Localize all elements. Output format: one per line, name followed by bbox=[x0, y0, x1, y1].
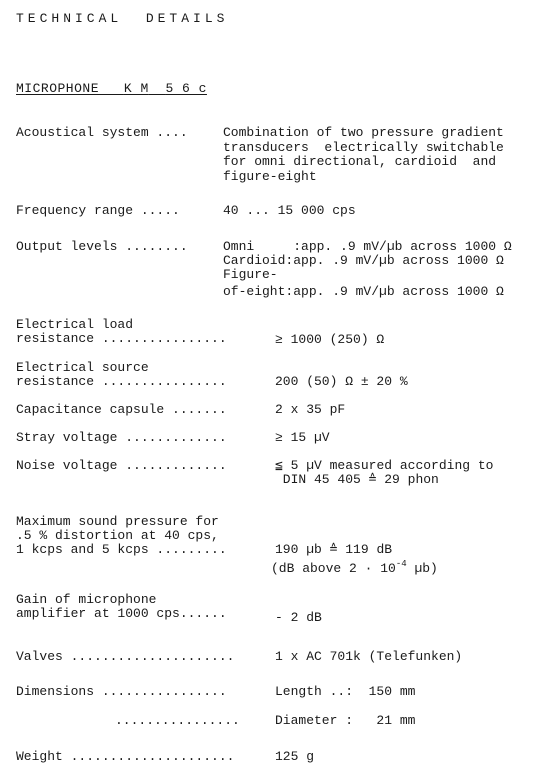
section-heading bbox=[16, 82, 207, 96]
stray-value: ≥ 15 µV bbox=[275, 430, 330, 445]
maxsound-value-1: 190 µb ≙ 119 dB bbox=[275, 542, 393, 557]
acoustical-value: Combination of two pressure gradient transducers electrically switchable for omni directional, cardioid and figure-eight bbox=[223, 125, 504, 184]
noise-value: ≦ 5 µV measured according to DIN 45 405 ≙ 29 phon bbox=[275, 458, 494, 487]
weight-value: 125 g bbox=[275, 749, 315, 764]
frequency-value: 40 ... 15 000 cps bbox=[223, 203, 356, 218]
output-line-3: Figure- bbox=[223, 267, 278, 282]
stray-label: Stray voltage ............. bbox=[16, 430, 227, 445]
dimensions-label: Dimensions ................ bbox=[16, 684, 227, 699]
output-line-1: Omni :app. .9 mV/µb across 1000 Ω bbox=[223, 239, 512, 254]
maxsound-label: Maximum sound pressure for .5 % distortion at 40 cps, 1 kcps and 5 kcps ......... bbox=[16, 514, 227, 557]
source-value: 200 (50) Ω ± 20 % bbox=[275, 374, 408, 389]
output-line-2: Cardioid:app. .9 mV/µb across 1000 Ω bbox=[223, 253, 504, 268]
page-title: TECHNICAL DETAILS bbox=[16, 11, 229, 26]
frequency-label: Frequency range ..... bbox=[16, 203, 180, 218]
maxsound-value-2: (dB above $2 \cdot 10^{-4}$ µb) bbox=[271, 559, 438, 576]
gain-value: - 2 dB bbox=[275, 610, 322, 625]
output-line-4: of-eight:app. .9 mV/µb across 1000 Ω bbox=[223, 284, 504, 299]
dimensions-diameter: Diameter : 21 mm bbox=[275, 713, 416, 728]
load-value: ≥ 1000 (250) Ω bbox=[275, 332, 385, 347]
capacitance-value: 2 x 35 pF bbox=[275, 402, 346, 417]
dimensions-length: Length ..: 150 mm bbox=[275, 684, 416, 699]
heading-microphone: MICROPHONE bbox=[16, 81, 100, 96]
noise-label: Noise voltage ............. bbox=[16, 458, 227, 473]
weight-label: Weight ..................... bbox=[16, 749, 235, 764]
load-label: Electrical load resistance ................ bbox=[16, 317, 227, 346]
heading-model-number: 5 6 c bbox=[165, 81, 207, 96]
heading-model-letters: K M bbox=[123, 81, 149, 96]
acoustical-label: Acoustical system .... bbox=[16, 125, 188, 140]
output-label: Output levels ........ bbox=[16, 239, 188, 254]
capacitance-label: Capacitance capsule ....... bbox=[16, 402, 227, 417]
valves-label: Valves ..................... bbox=[16, 649, 235, 664]
source-label: Electrical source resistance ................ bbox=[16, 360, 227, 389]
gain-label: Gain of microphone amplifier at 1000 cps...... bbox=[16, 592, 227, 621]
dimensions-dots: ................ bbox=[115, 713, 240, 728]
valves-value: 1 x AC 701k (Telefunken) bbox=[275, 649, 463, 664]
